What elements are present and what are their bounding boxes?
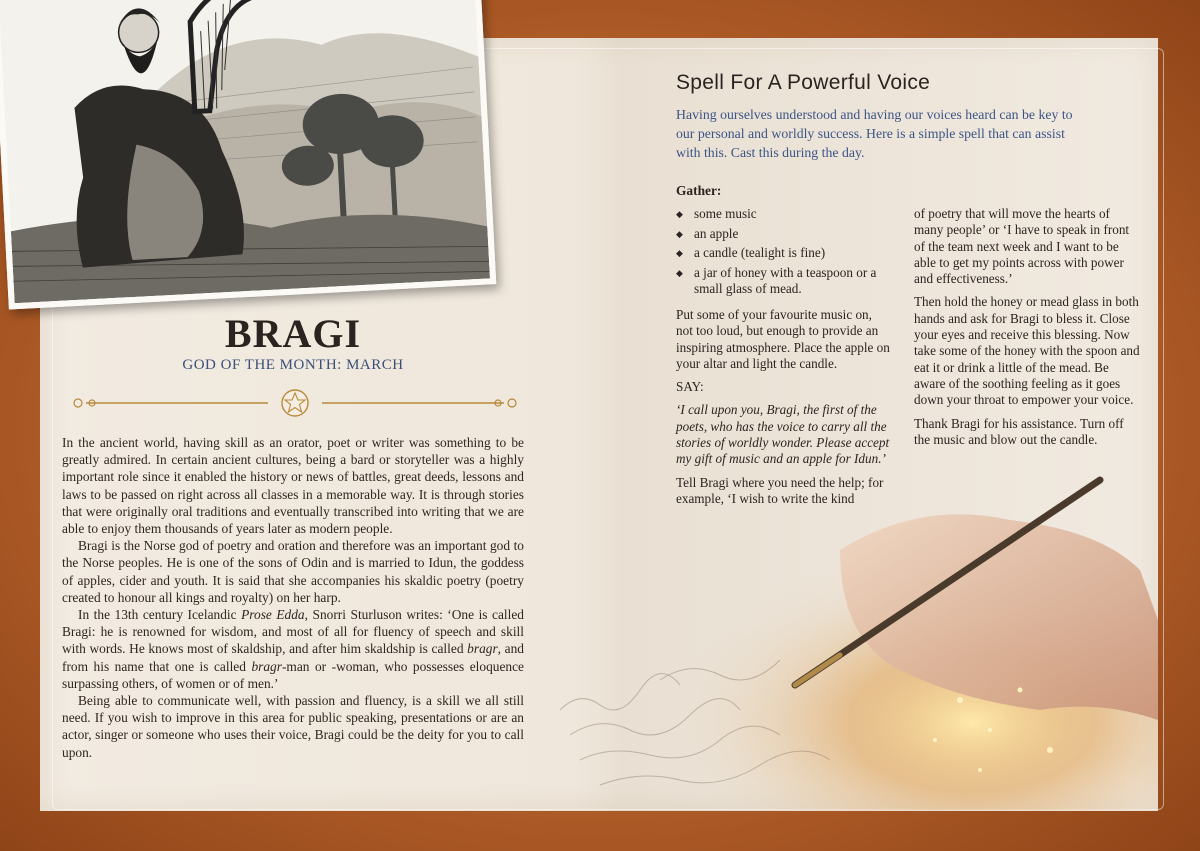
page-subtitle: GOD OF THE MONTH: MARCH [182,357,404,373]
bullet-icon: ◆ [676,209,683,219]
step-3: Then hold the honey or mead glass in both hands and ask for Bragi to bless it. Close your eyes and receive this blessing. Now take some of the honey with the spoon and eat it or drink a little of the mead. Be aware of the soothing feeling as it goes down your throat to empower your voice. [914,294,1140,408]
instructions-column-2 [914,206,1142,455]
step-2: Tell Bragi where you need the help; for example, ‘I wish to write the kind [676,474,884,506]
step-4: Thank Bragi for his assistance. Turn off the music and blow out the candle. [914,415,1124,447]
bragr-term-2: bragr [251,658,282,674]
page-title: BRAGI [224,311,362,356]
spell-intro: Having ourselves understood and having our voices heard can be key to our personal and worldly success. Here is a simple spell that can assist with this. Cast this during the day. [676,107,1073,160]
step-2-continued: of poetry that will move the hearts of many people’ or ‘I have to speak in front of the team next week and I want to be able to get my points across with power and effectiveness.’ [914,206,1130,287]
paragraph-3-part-b: , Snorri Sturluson writes: ‘One is called Bragi: he is renowned for wisdom, and most of all for fluency of speech and skill with words. He knows most of skaldship, and after him skaldship is called [62,607,524,657]
star-medallion-icon [282,390,308,416]
prose-edda-title: Prose Edda [241,607,305,623]
item-label: an apple [694,225,739,241]
bragi-engraving-image [0,0,496,310]
paragraph-4: Being able to communicate well, with passion and fluency, is a skill we all still need. If you wish to improve in this area for public speaking, presentations or are an actor, singer or someone who uses their voice, Bragi could be the deity for you to call upon. [62,693,524,760]
list-item [676,245,896,262]
list-item [676,265,896,298]
ornamental-divider [72,388,518,418]
say-label: SAY: [676,379,704,395]
paragraph-3-part-c: , and from his name that one is called [62,641,524,674]
list-item [676,226,896,243]
body-text [62,434,524,761]
paragraph-2: Bragi is the Norse god of poetry and oration and therefore was an important god to the Norse peoples. He is one of the sons of Odin and is married to Idun, the goddess of apples, cider and youth. It is said that she accompanies his skaldic poetry (poetry created to honour all kings and royalty) on her harp. [62,538,524,605]
step-1: Put some of your favourite music on, not too loud, but enough to provide an inspiring atmosphere. Place the apple on your altar and light the candle. [676,307,890,371]
spell-title: Spell For A Powerful Voice [676,71,931,94]
paragraph-3-part-a: In the 13th century Icelandic [78,607,242,623]
list-item [676,206,896,223]
incantation: ‘I call upon you, Bragi, the first of the poets, who has the voice to carry all the stories of worldly wonder. Please accept my gift of music and an apple for Idun.’ [676,402,890,467]
gather-heading: Gather: [676,183,722,198]
gather-list [676,206,896,301]
bullet-icon: ◆ [676,267,683,278]
paragraph-3 [62,606,524,692]
item-label: a candle (tealight is fine) [694,245,826,260]
bullet-icon: ◆ [676,228,683,239]
instructions-column-1 [676,307,890,514]
item-label: some music [694,206,757,221]
paragraph-1: In the ancient world, having skill as an orator, poet or writer was something to be greatly admired. In certain ancient cultures, being a bard or storyteller was a highly important role since it enabled the history or news of battles, great deeds, lessons and laws to be passed on right across all classes in a memorable way. It is through stories that were originally oral traditions and eventually transcribed into writing that we are able to enjoy them thousands of years later as modern people. [62,435,524,537]
bragr-term: bragr [467,641,498,657]
bullet-icon: ◆ [676,248,683,258]
paragraph-3-part-d: -man or -woman, who possesses eloquence surpassing others, of women or of men.’ [62,658,524,691]
item-label: a jar of honey with a teaspoon or a small glass of mead. [694,264,877,296]
